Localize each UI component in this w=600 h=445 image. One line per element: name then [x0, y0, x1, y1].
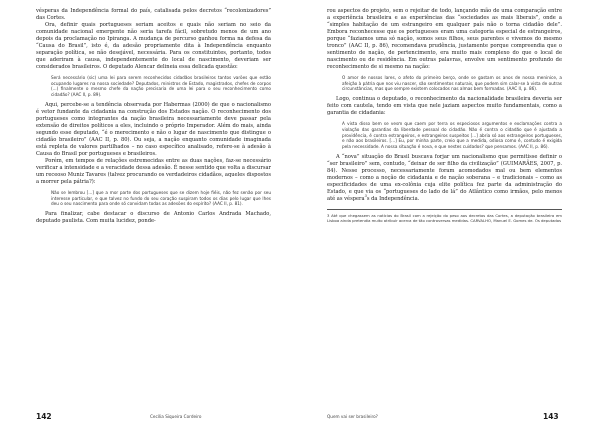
right-text-column [327, 8, 562, 223]
block-quote [342, 75, 562, 92]
quote-text: A vista disso bem se vesm que caem por terra os especiosos argumentos e exclamações contra a violação das garantias da liberdade pessoal do cidadão. Não é contra o cidadão que é ajustada a providência, é contra estrangeiros, e estrangeiros suspeitos [...] abria só aos estrangeiros portugueses, e não aos brasileiros. [...] Eu, por minha parte, creio que a medida, odiosa como é, contudo é exigida pela necessidade. A nossa situação é nova, e que nestes cuidados? que pensamos. (AAC II, p. 86). [342, 121, 562, 149]
paragraph-tail: s da Independência. [366, 195, 420, 202]
block-quote [51, 190, 271, 207]
paragraph: Aqui, percebe-se a tendência observada por Habermas (2000) de que o nacionalismo é vetor fundante da cidadania na construção dos Estados nação. O reconhecimento dos portugueses como integrantes da nação brasileira necessariamente deve passar pela extensão de direitos políticos a eles, incluindo o próprio Imperador. Além do mais, ainda segundo esse deputado, “é o merecimento e não o lugar de nascimento que distingue o cidadão brasileiro” (AAC II, p. 80). Ou seja, a nação enquanto comunidade imaginada está repleta de valores partilhados – no caso específico analisado, refere-se à adesão à Causa do Brasil por portugueses e brasileiros. [36, 101, 271, 157]
paragraph: rou aspectos do projeto, sem o rejeitar de todo, lançando mão de uma comparação entre a experiência brasileira e as experiências das “sociedades as mais liberais”, onde a “simples habitação de um estrangeiro em qualquer país não o torna cidadão dele”. Embora reconhecesse que os portugueses eram uma categoria especial de estrangeiros, porque “faziamos uma só nação, somos seus filhos, seus parentes e vivemos do mesmo tronco” (AAC II, p. 86), recomendava prudência, justamente porque compreendia que o sentimento de nação, de pertencimento, era muito mais complexo do que o local de nascimento ou de residência. Em outras palavras, envolve um sentimento profundo de reconhecimento de si mesmo na nação: [327, 8, 562, 70]
page-number: 143 [543, 412, 559, 421]
paragraph: Porém, em tempos de relações estremecidas entre as duas nações, faz-se necessário verificar a intensidade e a veracidade dessa adesão. É nesse sentido que volta a discursar um receoso Muniz Tavares (talvez procurando os verdadeiros cidadãos, aqueles dispostos a morrer pela pátria?): [36, 157, 271, 185]
block-quote [51, 75, 271, 98]
paragraph [327, 154, 562, 203]
block-quote [342, 121, 562, 150]
right-page [300, 0, 600, 445]
page-number: 142 [36, 412, 52, 421]
running-head: Quem vai ser brasileiro? [327, 414, 378, 419]
paragraph: vésperas da Independência formal do país, catalisada pelos decretos “recolonizadores” das Cortes. [36, 8, 271, 21]
footnote-text: 3 Até que chegassem as notícias do Brasil com a rejeição do peso aos decretos das Cortes, a deputação brasileira em Lisboa ainda pretendia muito atribuir acerca de tão controversas medidas. CARVALHO, Manuel E. Gomes de. Os deputados [327, 212, 562, 223]
footnote [327, 209, 562, 223]
running-head: Cecília Siqueira Cordeiro [150, 414, 202, 419]
paragraph: Logo, continua o deputado, o reconhecimento da nacionalidade brasileira deveria ser feito com cautela, tendo em vista que nele jaziam aspectos muito fundamentais, como a garantia de cidadania: [327, 96, 562, 117]
paragraph: Ora, definir quais portugueses seriam aceitos e quais não seriam no seio da comunidade nacional emergente não seria tarefa fácil, sobretudo menos de um ano depois da proclamação no Ipiranga. A mudança de percurso ganhou forma na defesa da “Causa do Brasil”, isto é, da adesão propriamente dita à Independência enquanto separação política, se não desejável, necessária. Para os constituintes, portanto, todos que aderiram à causa, independentemente do local de nascimento, deveriam ser considerados brasileiros. O deputado Alencar delineia essa delicada questão: [36, 22, 271, 70]
left-text-column [36, 8, 271, 225]
quote-text: O amor de nossos lares, o afeto do primeiro berço, onde se gastam os anos de nossa meninice, a afeição à pátria que nos viu nascer, são sentimentos naturais, que podem sim calar-se à vista de outras circunstâncias, mas que sempre existem colocados nas almas bem formadas. (AAC II, p. 86). [342, 75, 562, 92]
paragraph-text: A “nova” situação do Brasil buscava forjar um nacionalismo que permitisse definir o “ser brasileiro” sem, contudo, “deixar de ser filho da civilização” (GUIMARÃES, 2007, p. 84). Nesse processo, necessariamente foram acomodados mal ou bem elementos modernos – como a noção de cidadania e de nação soberana – e tradicionais – como as especificidades de uma ex-colônia cuja elite política fez parte da administração do Estado, e que via os “portugueses do lado de lá” do Atlântico como irmãos, pelo menos até as véspera [327, 153, 562, 202]
quote-text: Não se lembrou [...] que a mor parte dos portugueses que se dizem hoje fiéis, não fez senão por seu interesse particular, e que talvez no fundo do seu coração suspiram todos os dias pelo lugar que lhes deu o seu nascimento para onde só convidam todas as adesões do espírito? (AAC II, p. 81). [51, 189, 271, 207]
footnote-marker: 3 [364, 193, 367, 198]
quote-text: Será necessário (sic) uma lei para serem reconhecidos cidadãos brasileiros tantos varões que estão ocupando lugares na nossa sociedade? Deputados, ministros de Estado, magistrados, chefes de corpos (...) finalmente o mesmo chefe da nação precisaria de uma lei para o seu reconhecimento como cidadão? (AAC II, p. 89). [51, 75, 271, 98]
paragraph: Para finalizar, cabe destacar o discurso de Antonio Carlos Andrada Machado, deputado paulista. Com muita lucidez, ponde- [36, 210, 271, 224]
